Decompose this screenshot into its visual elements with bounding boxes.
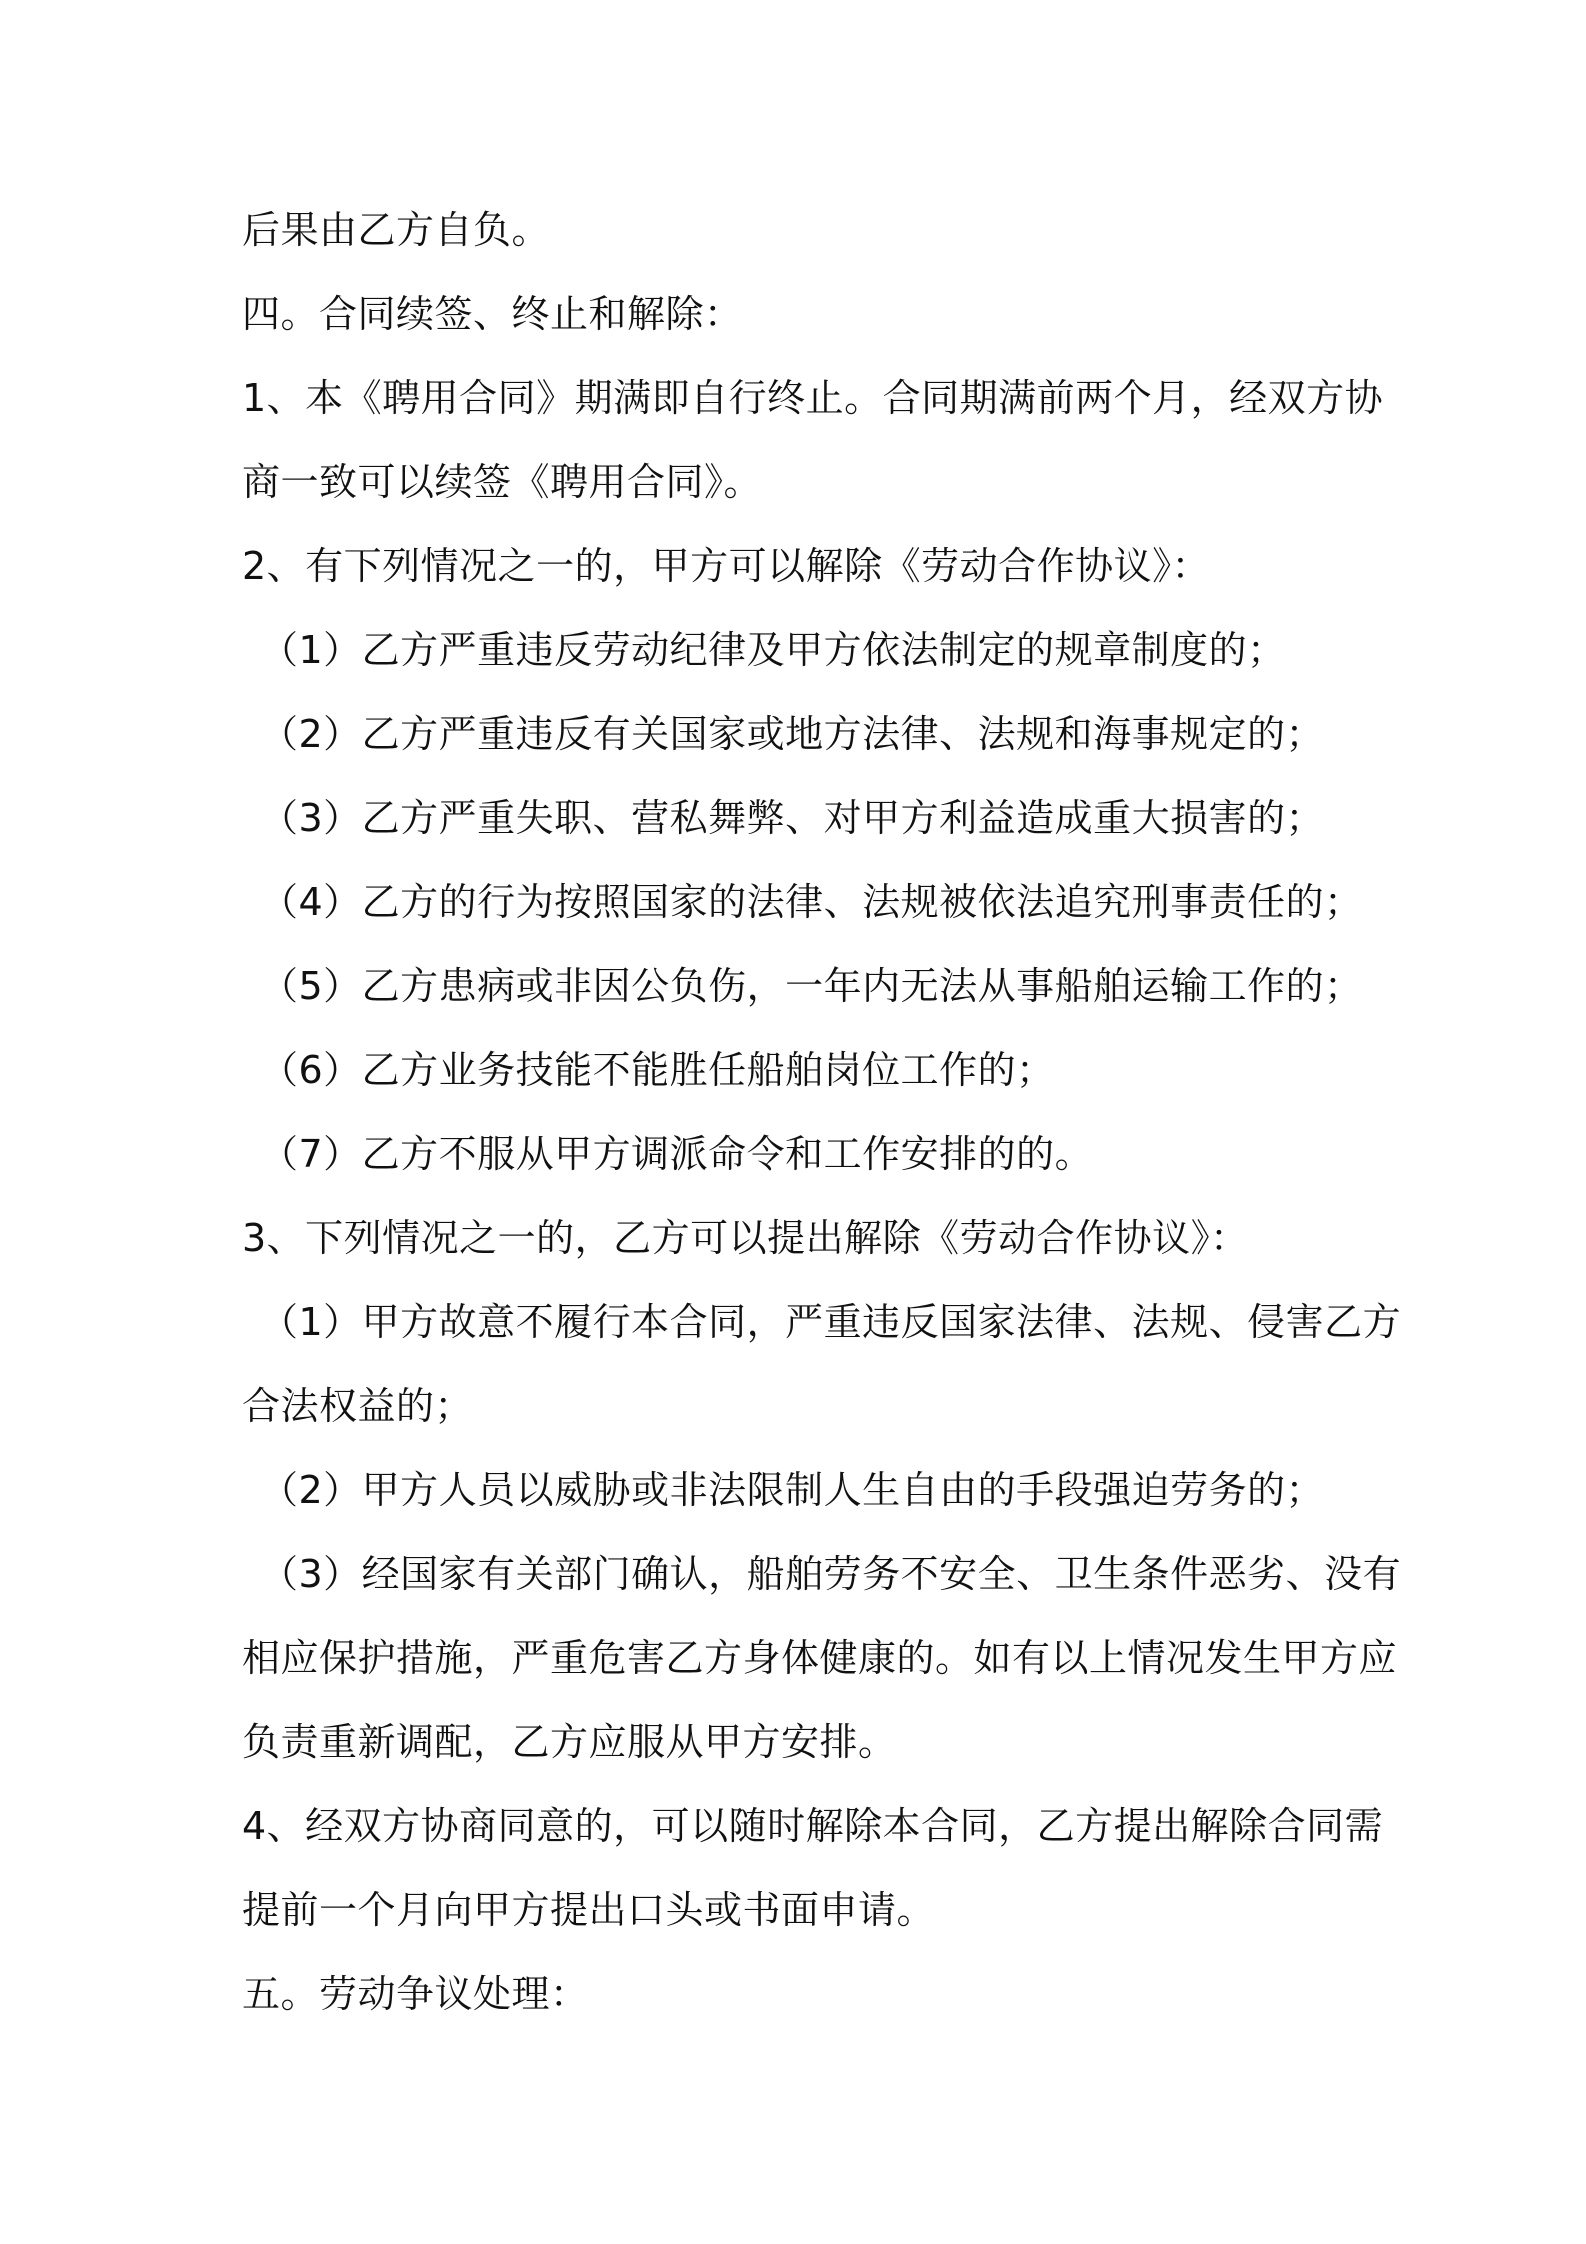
list-item: （3）经国家有关部门确认，船舶劳务不安全、卫生条件恶劣、没有 <box>260 1552 1402 1596</box>
section-heading: 四。合同续签、终止和解除： <box>242 292 743 336</box>
section-heading: 五。劳动争议处理： <box>242 1972 589 2016</box>
list-item: （3）乙方严重失职、营私舞弊、对甲方利益造成重大损害的； <box>260 796 1325 840</box>
text-line: 提前一个月向甲方提出口头或书面申请。 <box>242 1888 936 1932</box>
text-line: 商一致可以续签《聘用合同》。 <box>242 460 763 504</box>
list-item: （1）甲方故意不履行本合同，严重违反国家法律、法规、侵害乙方 <box>260 1300 1402 1344</box>
text-line: 4、经双方协商同意的，可以随时解除本合同，乙方提出解除合同需 <box>242 1804 1384 1848</box>
list-item: （2）甲方人员以威胁或非法限制人生自由的手段强迫劳务的； <box>260 1468 1325 1512</box>
list-item: （6）乙方业务技能不能胜任船舶岗位工作的； <box>260 1048 1055 1092</box>
text-line: 2、有下列情况之一的，甲方可以解除《劳动合作协议》： <box>242 544 1211 588</box>
text-line: 后果由乙方自负。 <box>242 208 551 252</box>
list-item: （1）乙方严重违反劳动纪律及甲方依法制定的规章制度的； <box>260 628 1286 672</box>
list-item: （7）乙方不服从甲方调派命令和工作安排的的。 <box>260 1132 1094 1176</box>
text-line: 合法权益的； <box>242 1384 474 1428</box>
list-item: （4）乙方的行为按照国家的法律、法规被依法追究刑事责任的； <box>260 880 1363 924</box>
list-item: （2）乙方严重违反有关国家或地方法律、法规和海事规定的； <box>260 712 1325 756</box>
text-line: 1、本《聘用合同》期满即自行终止。合同期满前两个月，经双方协 <box>242 376 1384 420</box>
list-item: （5）乙方患病或非因公负伤，一年内无法从事船舶运输工作的； <box>260 964 1363 1008</box>
text-line: 负责重新调配，乙方应服从甲方安排。 <box>242 1720 897 1764</box>
text-line: 3、下列情况之一的，乙方可以提出解除《劳动合作协议》： <box>242 1216 1249 1260</box>
text-line: 相应保护措施，严重危害乙方身体健康的。如有以上情况发生甲方应 <box>242 1636 1398 1680</box>
